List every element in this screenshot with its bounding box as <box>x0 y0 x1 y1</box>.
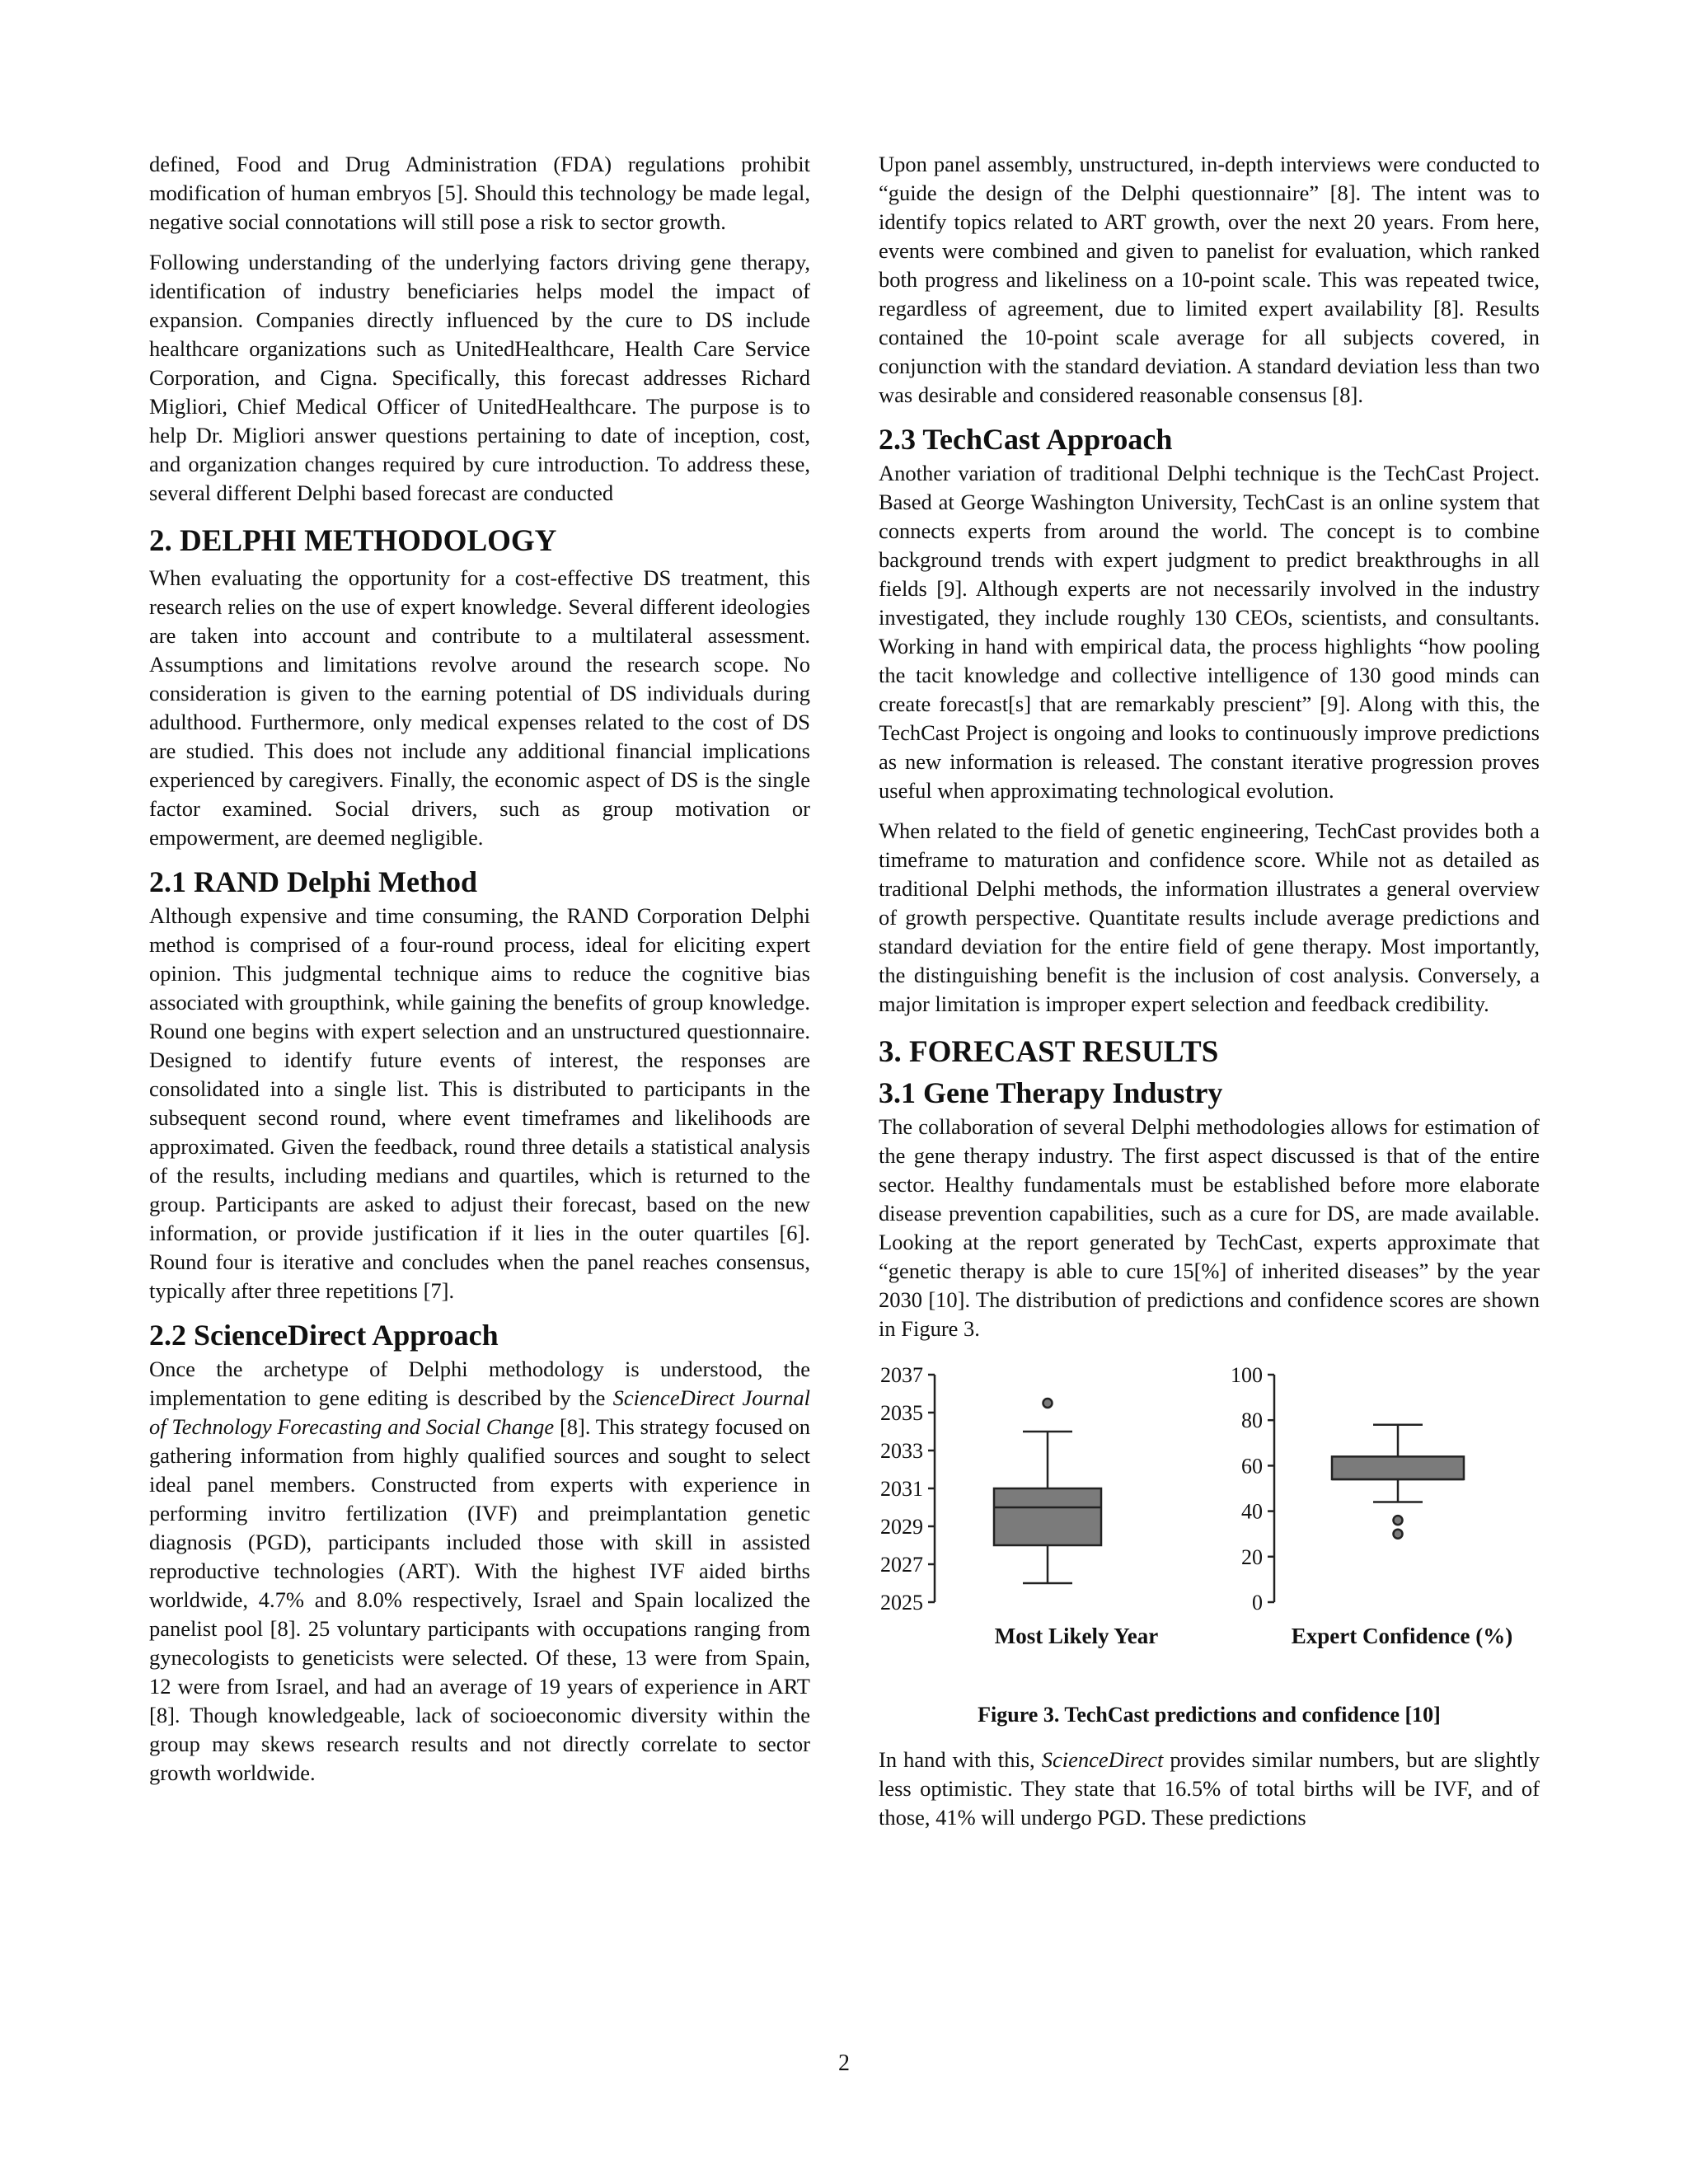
y-tick-label: 60 <box>1241 1454 1263 1479</box>
figure-caption: Figure 3. TechCast predictions and confidence [10] <box>978 1703 1441 1727</box>
outlier-point <box>1394 1530 1403 1539</box>
text-run: In hand with this, <box>879 1747 1042 1772</box>
paragraph: When evaluating the opportunity for a cost-effective DS treatment, this research relies on the use of expert knowledge. Several different ideologies are taken into account and contribute to a multilateral assessment. Assumptions and limitations revolve around the research scope. No consideration is given to the earning potential of DS individuals during adulthood. Furthermore, only medical expenses related to the cost of DS are studied. This does not include any additional financial implications experienced by caregivers. Finally, the economic aspect of DS is the single factor examined. Social drivers, such as group motivation or empowerment, are deemed negligible. <box>149 565 810 850</box>
text-run: provides similar numbers, but are slightly less optimistic. They state that 16.5% of total births will be IVF, and of those, 41% will undergo PGD. These predictions <box>879 1747 1540 1830</box>
subsection-heading-techcast: 2.3 TechCast Approach <box>879 423 1173 456</box>
section-heading-delphi: 2. DELPHI METHODOLOGY <box>149 524 557 558</box>
y-tick-label: 2035 <box>880 1401 923 1425</box>
y-tick-label: 2033 <box>880 1439 923 1463</box>
x-axis-label: Most Likely Year <box>994 1624 1159 1648</box>
y-tick-label: 20 <box>1241 1544 1263 1569</box>
paragraph: When related to the field of genetic engineering, TechCast provides both a timeframe to maturation and confidence score. While not as detailed as traditional Delphi methods, the information illustrates a general overview of growth perspective. Quantitate results include average predictions and standard deviation for the entire field of gene therapy. Most importantly, the distinguishing benefit is the inclusion of cost analysis. Conversely, a major limitation is improper expert selection and feedback credibility. <box>879 818 1540 1016</box>
x-axis-label: Expert Confidence (%) <box>1291 1624 1513 1648</box>
y-tick-label: 0 <box>1252 1591 1263 1615</box>
section-heading-forecast: 3. FORECAST RESULTS <box>879 1035 1219 1069</box>
outlier-point <box>1394 1516 1403 1525</box>
subsection-heading-rand: 2.1 RAND Delphi Method <box>149 865 478 898</box>
box-plot-chart <box>879 1355 1540 1701</box>
page-number: 2 <box>838 2050 850 2076</box>
y-tick-label: 40 <box>1241 1499 1263 1524</box>
paragraph: Another variation of traditional Delphi technique is the TechCast Project. Based at George Washington University, TechCast is an online system that connects experts from around the world. The concept is to combine background trends with expert judgment to predict breakthroughs in all fields [9]. Although experts are not necessarily involved in the industry investigated, they include roughly 130 CEOs, scientists, and consultants. Working in hand with empirical data, the process highlights “how pooling the tacit knowledge and collective intelligence of 130 good minds can create forecast[s] that are remarkably prescient” [9]. Along with this, the TechCast Project is ongoing and looks to continuously improve predictions as new information is released. The constant iterative progression proves useful when approximating technological evolution. <box>879 461 1540 803</box>
y-tick-label: 80 <box>1241 1408 1263 1433</box>
paragraph <box>879 1746 1540 1832</box>
y-tick-label: 2031 <box>880 1477 923 1501</box>
subsection-heading-gene-therapy: 3.1 Gene Therapy Industry <box>879 1076 1223 1109</box>
text-run: Once the archetype of Delphi methodology is understood, the implementation to gene editing is described by the <box>149 1357 810 1410</box>
paragraph <box>149 1355 810 1788</box>
y-tick-label: 2037 <box>880 1363 923 1387</box>
y-tick-label: 2025 <box>880 1591 923 1615</box>
paragraph: Upon panel assembly, unstructured, in-depth interviews were conducted to “guide the design of the Delphi questionnaire” [8]. The intent was to identify topics related to ART growth, over the next 20 years. From here, events were combined and given to panelist for evaluation, which ranked both progress and likeliness on a 10-point scale. This was repeated twice, regardless of agreement, due to limited expert availability [8]. Results contained the 10-point scale average for all subjects covered, in conjunction with the standard deviation. A standard deviation less than two was desirable and considered reasonable consensus [8]. <box>879 152 1540 407</box>
y-tick-label: 100 <box>1231 1363 1263 1387</box>
iqr-box <box>1332 1456 1464 1479</box>
paragraph: The collaboration of several Delphi methodologies allows for estimation of the gene therapy industry. The first aspect discussed is that of the entire sector. Healthy fundamentals must be established before more elaborate disease prevention capabilities, such as a cure for DS, are made available. Looking at the report generated by TechCast, experts approximate that “genetic therapy is able to cure 15[%] of inherited diseases” by the year 2030 [10]. The distribution of predictions and confidence scores are shown in Figure 3. <box>879 1114 1540 1341</box>
y-tick-label: 2027 <box>880 1553 923 1577</box>
subsection-heading-sciencedirect: 2.2 ScienceDirect Approach <box>149 1319 499 1352</box>
text-run: [8]. This strategy focused on gathering information from highly qualified sources and sought to select ideal panel members. Constructed from experts with experience in performing invitro fertilization (IVF) and preimplantation genetic diagnosis (PGD), participants included those with skill in assisted reproductive technologies (ART). With the highest IVF aided births worldwide, 4.7% and 8.0% respectively, Israel and Spain localized the panelist pool [8]. 25 voluntary participants with occupations ranging from gynecologists to geneticists were selected. Of these, 13 were from Spain, 12 were from Israel, and had an average of 19 years of experience in ART [8]. Though knowledgeable, lack of socioeconomic diversity within the group may skews research results and not directly correlate to sector growth worldwide. <box>149 1414 810 1785</box>
right-column <box>879 150 1540 1844</box>
paragraph: defined, Food and Drug Administration (FDA) regulations prohibit modification of human embryos [5]. Should this technology be made legal, negative social connotations will still pose a risk to sector growth. <box>149 152 810 234</box>
left-column <box>149 150 810 1799</box>
paragraph: Although expensive and time consuming, the RAND Corporation Delphi method is comprised of a four-round process, ideal for eliciting expert opinion. This judgmental technique aims to reduce the cognitive bias associated with groupthink, while gaining the benefits of group knowledge. Round one begins with expert selection and an unstructured questionnaire. Designed to identify future events of interest, the responses are consolidated into a single list. This is distributed to participants in the subsequent second round, where event timeframes and likelihoods are approximated. Given the feedback, round three details a statistical analysis of the results, including medians and quartiles, which is returned to the group. Participants are asked to adjust their forecast, based on the new information, or provide justification if it lies in the outer quartiles [6]. Round four is iterative and concludes when the panel reaches consensus, typically after three repetitions [7]. <box>149 903 810 1303</box>
y-tick-label: 2029 <box>880 1515 923 1539</box>
outlier-point <box>1043 1399 1053 1408</box>
source-name: ScienceDirect <box>1041 1747 1164 1772</box>
journal-title: ScienceDirect Journal of Technology Forecasting and Social Change <box>149 1385 810 1439</box>
iqr-box <box>994 1488 1101 1545</box>
paragraph: Following understanding of the underlying factors driving gene therapy, identification of industry beneficiaries helps model the impact of expansion. Companies directly influenced by the cure to DS include healthcare organizations such as UnitedHealthcare, Health Care Service Corporation, and Cigna. Specifically, this forecast addresses Richard Migliori, Chief Medical Officer of UnitedHealthcare. The purpose is to help Dr. Migliori answer questions pertaining to date of inception, cost, and organization changes required by cure introduction. To address these, several different Delphi based forecast are conducted <box>149 250 810 505</box>
figure-3 <box>879 1355 1540 1701</box>
